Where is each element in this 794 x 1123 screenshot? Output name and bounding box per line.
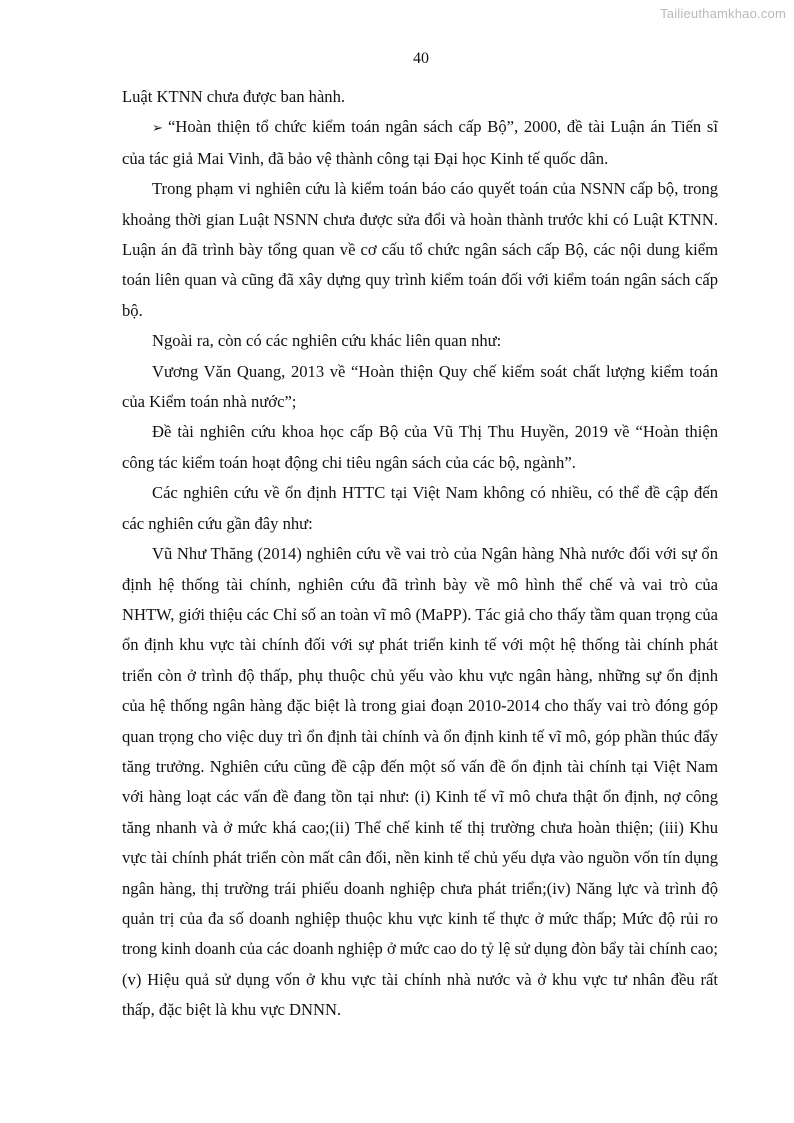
document-body <box>122 82 718 1026</box>
page-number: 40 <box>413 50 429 67</box>
paragraph: Đề tài nghiên cứu khoa học cấp Bộ của Vũ Thị Thu Huyền, 2019 về “Hoàn thiện công tác kiểm toán hoạt động chi tiêu ngân sách của các bộ, ngành”. <box>122 422 718 472</box>
paragraph: Vương Văn Quang, 2013 về “Hoàn thiện Quy chế kiểm soát chất lượng kiểm toán của Kiểm toán nhà nước”; <box>122 361 718 412</box>
arrow-bullet-icon: ➢ <box>152 120 163 136</box>
paragraph: Vũ Như Thăng (2014) nghiên cứu về vai trò của Ngân hàng Nhà nước đối với sự ổn định hệ thống tài chính, nghiên cứu đã trình bày về mô hình thể chế và vai trò của NHTW, giới thiệu các Chỉ số an toàn vĩ mô (MaPP). Tác giả cho thấy tầm quan trọng của ổn định khu vực tài chính đối với sự phát triển kinh tế với một hệ thống tài chính phát triển còn ở trình độ thấp, phụ thuộc chủ yếu vào khu vực ngân hàng, những sự ổn định của hệ thống ngân hàng đặc biệt là trong giai đoạn 2010-2014 cho thấy vai trò đóng góp quan trọng cho việc duy trì ổn định tài chính và ổn định kinh tế vĩ mô, góp phần thúc đẩy tăng trưởng. Nghiên cứu cũng đề cập đến một số vấn đề ổn định tài chính tại Việt Nam với hàng loạt các vấn đề đang tồn tại như: (i) Kinh tế vĩ mô chưa thật ổn định, nợ công tăng nhanh và ở mức khá cao;(ii) Thể chế kinh tế thị trường chưa hoàn thiện; (iii) Khu vực tài chính phát triển còn mất cân đối, nền kinh tế chủ yếu dựa vào nguồn vốn tín dụng ngân hàng, thị trường trái phiếu doanh nghiệp chưa phát triển;(iv) Năng lực và trình độ quản trị của đa số doanh nghiệp thuộc khu vực kinh tế thực ở mức thấp; Mức độ rủi ro trong kinh doanh của các doanh nghiệp ở mức cao do tỷ lệ sử dụng đòn bẩy tài chính cao; (v) Hiệu quả sử dụng vốn ở khu vực tài chính nhà nước và ở khu vực tư nhân đều rất thấp, đặc biệt là khu vực DNNN. <box>122 544 718 1020</box>
paragraph: Ngoài ra, còn có các nghiên cứu khác liên quan như: <box>152 331 502 351</box>
watermark-text: Tailieuthamkhao.com <box>660 6 786 21</box>
paragraph-continuation: Luật KTNN chưa được ban hành. <box>122 87 346 106</box>
bullet-paragraph <box>122 112 718 174</box>
paragraph: Trong phạm vi nghiên cứu là kiểm toán báo cáo quyết toán của NSNN cấp bộ, trong khoảng thời gian Luật NSNN chưa được sửa đổi và hoàn thành trước khi có Luật KTNN. Luận án đã trình bày tổng quan về cơ cấu tổ chức ngân sách cấp Bộ, các nội dung kiểm toán liên quan và cũng đã xây dựng quy trình kiểm toán đối với kiểm toán ngân sách cấp bộ. <box>122 179 718 320</box>
bullet-text: “Hoàn thiện tổ chức kiểm toán ngân sách cấp Bộ”, 2000, đề tài Luận án Tiến sĩ của tác giả Mai Vinh, đã bảo vệ thành công tại Đại học Kinh tế quốc dân. <box>122 117 718 168</box>
paragraph: Các nghiên cứu về ổn định HTTC tại Việt Nam không có nhiều, có thể đề cập đến các nghiên cứu gần đây như: <box>122 483 718 533</box>
